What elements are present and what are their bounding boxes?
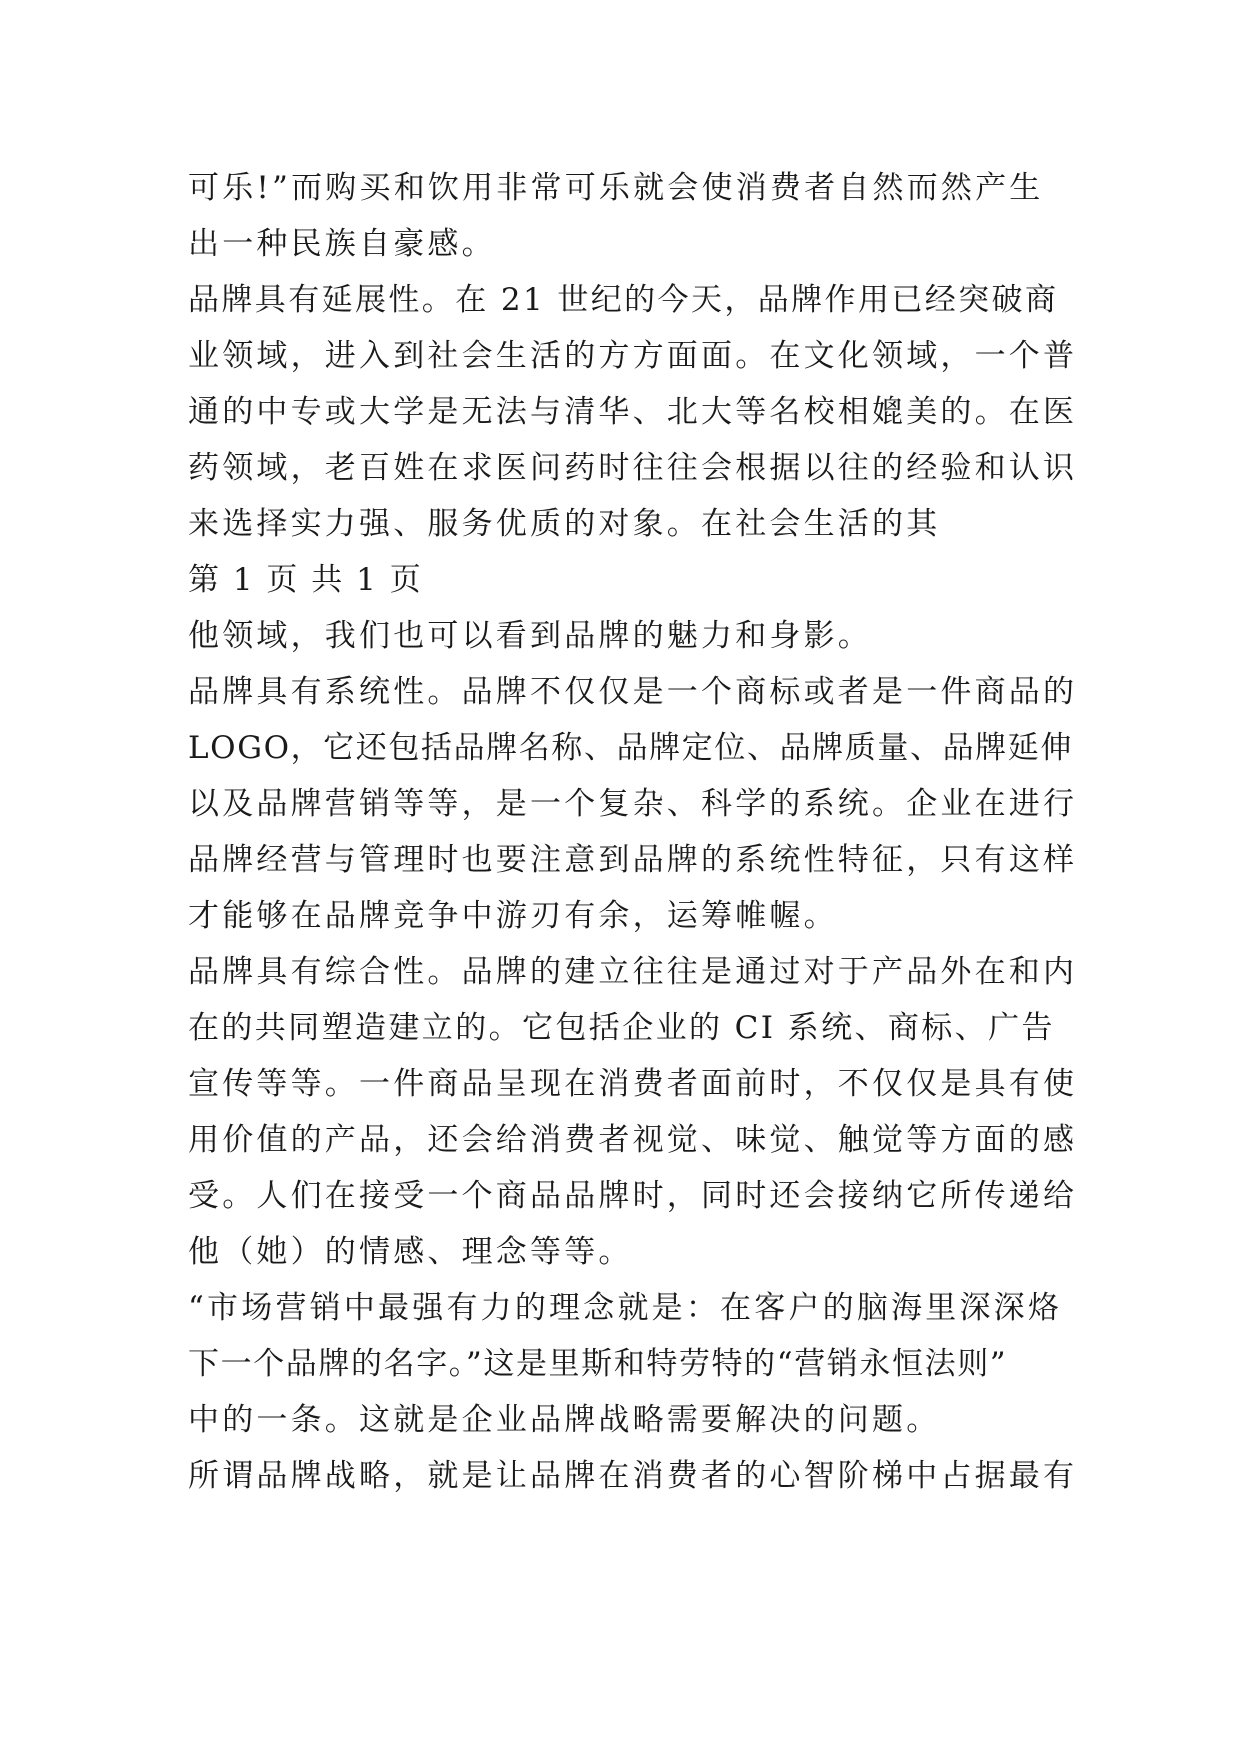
page-number: 第 1 页 共 1 页 xyxy=(188,562,423,598)
text-line: 在的共同塑造建立的。它包括企业的 CI 系统、商标、广告 xyxy=(188,1010,1055,1046)
text-line: 所谓品牌战略，就是让品牌在消费者的心智阶梯中占据最有 xyxy=(188,1458,1078,1494)
text-line: “市场营销中最强有力的理念就是：在客户的脑海里深深烙 xyxy=(188,1290,1063,1326)
text-line: 以及品牌营销等等，是一个复杂、科学的系统。企业在进行 xyxy=(188,786,1078,822)
text-line: 宣传等等。一件商品呈现在消费者面前时，不仅仅是具有使 xyxy=(188,1066,1078,1102)
text-line: 受。人们在接受一个商品品牌时，同时还会接纳它所传递给 xyxy=(188,1178,1078,1214)
text-line: 出一种民族自豪感。 xyxy=(188,226,496,262)
text-line: 他（她）的情感、理念等等。 xyxy=(188,1234,633,1270)
text-line: 业领域，进入到社会生活的方方面面。在文化领域，一个普 xyxy=(188,338,1078,374)
text-line: 可乐!”而购买和饮用非常可乐就会使消费者自然而然产生 xyxy=(188,170,1044,206)
text-line: 来选择实力强、服务优质的对象。在社会生活的其 xyxy=(188,506,941,542)
text-line: 品牌具有综合性。品牌的建立往往是通过对于产品外在和内 xyxy=(188,954,1078,990)
text-line: 他领域，我们也可以看到品牌的魅力和身影。 xyxy=(188,618,872,654)
text-line: 品牌具有延展性。在 21 世纪的今天，品牌作用已经突破商 xyxy=(188,282,1059,318)
text-line: 品牌经营与管理时也要注意到品牌的系统性特征，只有这样 xyxy=(188,842,1078,878)
text-line: 下一个品牌的名字。”这是里斯和特劳特的“营销永恒法则” xyxy=(188,1346,1008,1382)
text-line: 才能够在品牌竞争中游刃有余，运筹帷幄。 xyxy=(188,898,838,934)
document-page xyxy=(188,160,1078,1504)
text-line: 中的一条。这就是企业品牌战略需要解决的问题。 xyxy=(188,1402,941,1438)
text-line: 用价值的产品，还会给消费者视觉、味觉、触觉等方面的感 xyxy=(188,1122,1078,1158)
text-line: LOGO，它还包括品牌名称、品牌定位、品牌质量、品牌延伸 xyxy=(188,730,1073,766)
text-line: 药领域，老百姓在求医问药时往往会根据以往的经验和认识 xyxy=(188,450,1078,486)
text-line: 通的中专或大学是无法与清华、北大等名校相媲美的。在医 xyxy=(188,394,1078,430)
text-line: 品牌具有系统性。品牌不仅仅是一个商标或者是一件商品的 xyxy=(188,674,1078,710)
